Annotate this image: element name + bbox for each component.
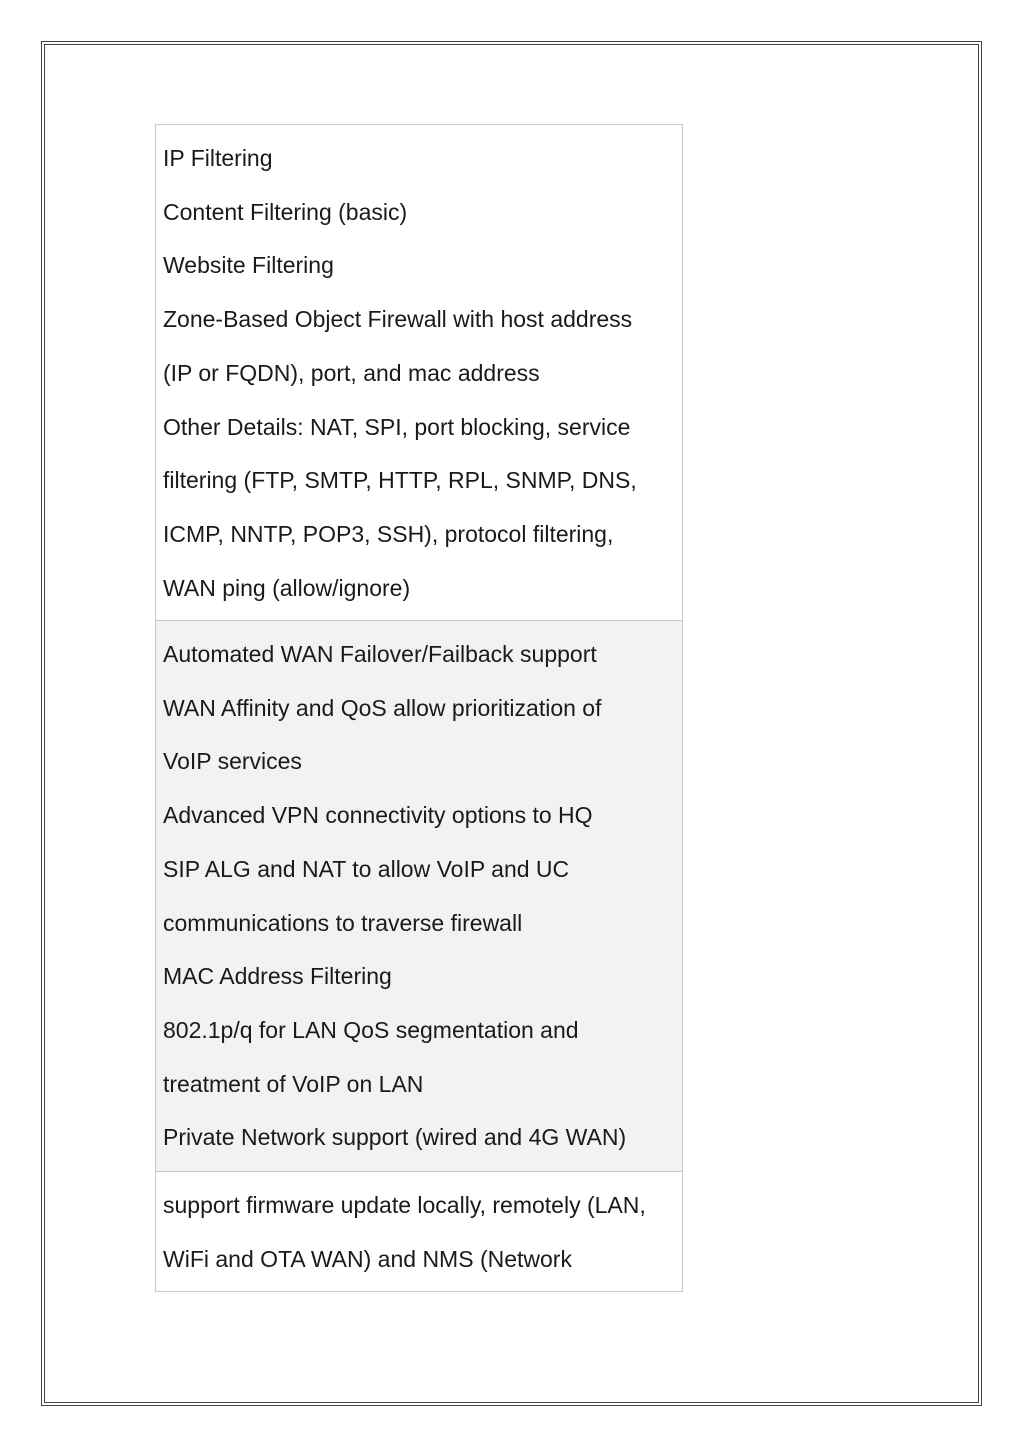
text-line: Private Network support (wired and 4G WAN): [163, 1124, 627, 1151]
table-row: [156, 125, 682, 621]
cell-text: [163, 621, 682, 1165]
text-line: MAC Address Filtering: [163, 963, 392, 990]
cell-text: [163, 125, 682, 615]
table-row: [156, 621, 682, 1172]
text-line: treatment of VoIP on LAN: [163, 1070, 424, 1097]
text-line: ICMP, NNTP, POP3, SSH), protocol filtering,: [163, 520, 614, 547]
spec-table: [155, 124, 683, 1292]
text-line: 802.1p/q for LAN QoS segmentation and: [163, 1016, 579, 1043]
cell-text: [163, 1172, 682, 1286]
text-line: support firmware update locally, remotely (LAN,: [163, 1192, 646, 1218]
text-line: WiFi and OTA WAN) and NMS (Network: [163, 1245, 572, 1272]
text-line: communications to traverse firewall: [163, 909, 523, 936]
text-line: Other Details: NAT, SPI, port blocking, service: [163, 413, 631, 440]
text-line: Automated WAN Failover/Failback support: [163, 641, 597, 667]
table-row: [156, 1172, 682, 1291]
text-line: SIP ALG and NAT to allow VoIP and UC: [163, 855, 570, 882]
text-line: Content Filtering (basic): [163, 198, 408, 225]
text-line: Advanced VPN connectivity options to HQ: [163, 802, 593, 829]
text-line: Zone-Based Object Firewall with host address: [163, 306, 633, 333]
text-line: (IP or FQDN), port, and mac address: [163, 359, 540, 386]
text-line: WAN Affinity and QoS allow prioritization of: [163, 694, 602, 721]
text-line: IP Filtering: [163, 145, 273, 171]
text-line: filtering (FTP, SMTP, HTTP, RPL, SNMP, DNS,: [163, 467, 637, 494]
text-line: WAN ping (allow/ignore): [163, 574, 411, 601]
text-line: VoIP services: [163, 748, 302, 775]
text-line: Website Filtering: [163, 252, 334, 279]
